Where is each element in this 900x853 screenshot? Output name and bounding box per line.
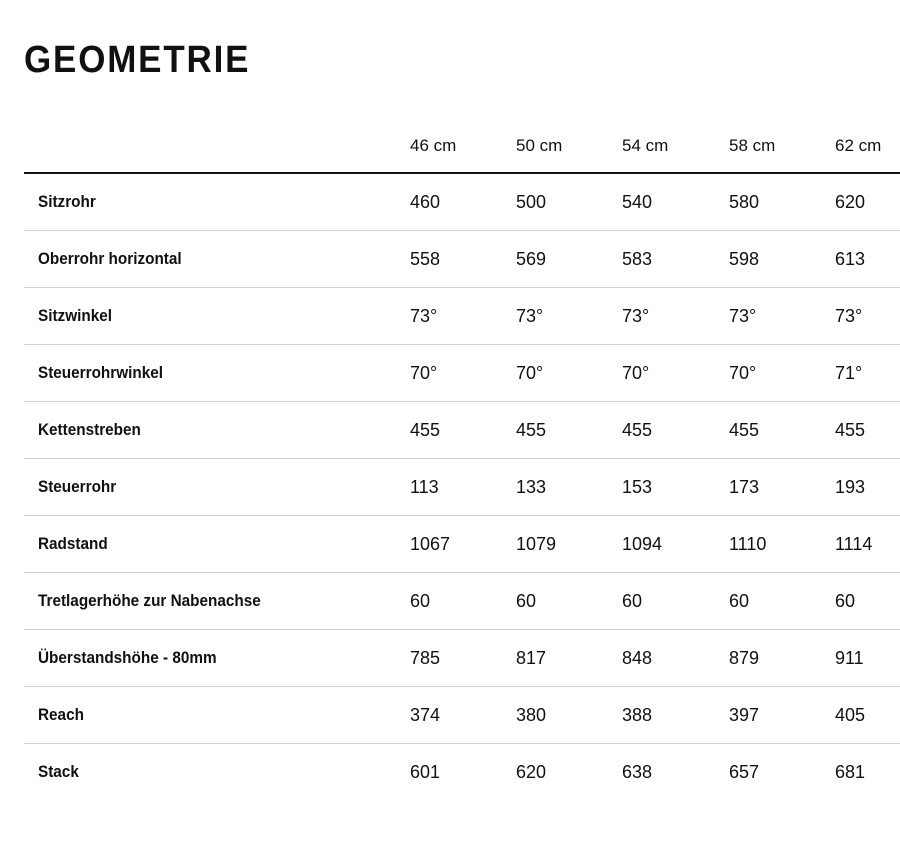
table-row [24,288,900,345]
row-label: Steuerrohr [38,477,117,496]
table-cell: 598 [729,248,760,269]
table-header-row [24,115,900,174]
table-cell: 60 [622,590,643,611]
row-label: Radstand [38,534,108,553]
table-cell: 879 [729,647,760,668]
table-cell: 374 [410,704,441,725]
size-column-header: 58 cm [729,135,776,155]
table-cell: 681 [835,761,866,782]
table-row [24,345,900,402]
table-cell: 388 [622,704,653,725]
table-cell: 455 [410,419,441,440]
table-cell: 1110 [729,533,767,554]
table-cell: 73° [516,305,544,326]
table-cell: 460 [410,191,441,212]
table-cell: 569 [516,248,547,269]
table-cell: 380 [516,704,547,725]
size-column-header: 62 cm [835,135,882,155]
size-column-header: 54 cm [622,135,669,155]
table-row [24,573,900,630]
table-cell: 73° [835,305,863,326]
table-cell: 73° [622,305,650,326]
table-cell: 73° [729,305,757,326]
table-cell: 70° [622,362,650,383]
row-label: Sitzrohr [38,192,96,211]
table-cell: 911 [835,647,864,668]
table-row [24,231,900,288]
table-cell: 620 [835,191,866,212]
size-column-header: 46 cm [410,135,457,155]
size-column-header: 50 cm [516,135,563,155]
table-row [24,630,900,687]
table-cell: 1094 [622,533,663,554]
table-cell: 540 [622,191,653,212]
table-row [24,459,900,516]
table-cell: 583 [622,248,653,269]
row-label: Steuerrohrwinkel [38,363,163,382]
row-label: Kettenstreben [38,420,141,439]
row-label: Stack [38,762,79,781]
table-cell: 657 [729,761,760,782]
table-cell: 817 [516,647,547,668]
table-cell: 638 [622,761,653,782]
row-label: Sitzwinkel [38,306,112,325]
table-cell: 113 [410,476,439,497]
row-label: Tretlagerhöhe zur Nabenachse [38,591,261,610]
table-cell: 580 [729,191,760,212]
table-cell: 455 [516,419,547,440]
table-cell: 613 [835,248,866,269]
table-cell: 405 [835,704,866,725]
table-cell: 71° [835,362,863,383]
table-cell: 620 [516,761,547,782]
table-cell: 1114 [835,533,873,554]
table-cell: 397 [729,704,760,725]
table-cell: 848 [622,647,653,668]
table-cell: 1067 [410,533,451,554]
table-cell: 153 [622,476,653,497]
row-label: Reach [38,705,84,724]
table-row [24,174,900,231]
table-row [24,402,900,459]
table-cell: 70° [516,362,544,383]
geometry-table [24,115,900,800]
table-cell: 558 [410,248,441,269]
table-cell: 133 [516,476,547,497]
row-label: Oberrohr horizontal [38,249,182,268]
table-cell: 455 [622,419,653,440]
table-cell: 60 [516,590,537,611]
row-label: Überstandshöhe - 80mm [38,648,217,667]
table-row [24,744,900,800]
table-cell: 1079 [516,533,557,554]
table-cell: 601 [410,761,441,782]
table-cell: 455 [835,419,866,440]
table-cell: 785 [410,647,441,668]
table-cell: 70° [729,362,757,383]
table-cell: 60 [835,590,856,611]
table-cell: 193 [835,476,866,497]
table-cell: 70° [410,362,438,383]
table-row [24,687,900,744]
table-cell: 173 [729,476,760,497]
page-title: GEOMETRIE [24,39,251,81]
table-cell: 73° [410,305,438,326]
table-cell: 60 [729,590,750,611]
table-row [24,516,900,573]
table-cell: 500 [516,191,547,212]
table-cell: 455 [729,419,760,440]
table-cell: 60 [410,590,431,611]
